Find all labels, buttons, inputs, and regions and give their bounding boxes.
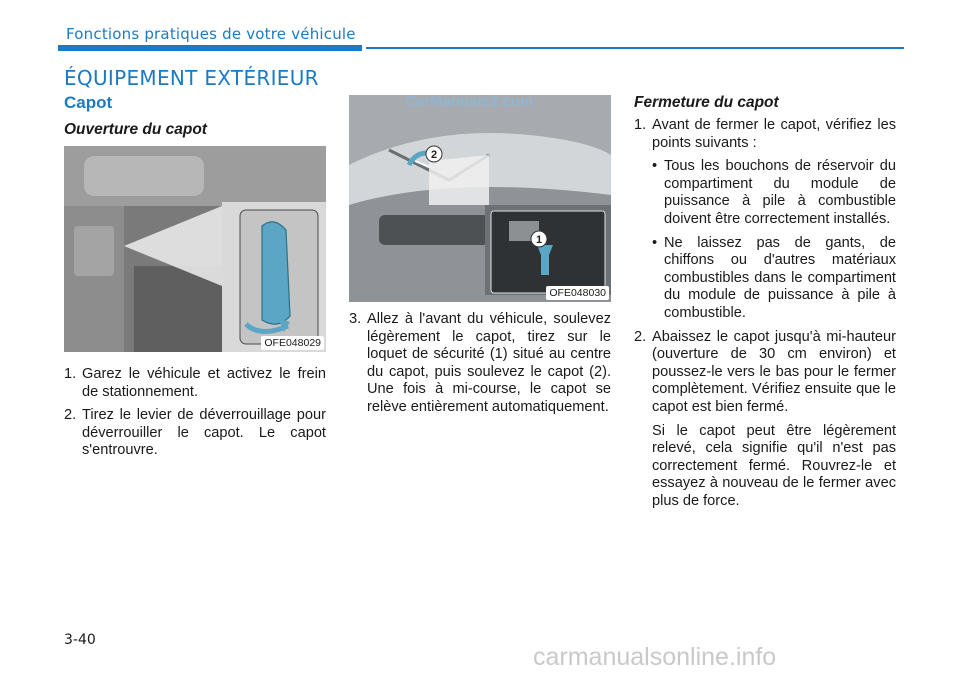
figure-hood-latch — [349, 95, 611, 302]
closing-steps — [634, 117, 896, 516]
closing-note: Si le capot peut être légèrement relevé, cela signifie qu'il n'est pas correctement fermé. Rouvrez-le et essayez à nouveau de le fermer avec plus de force. — [652, 422, 896, 509]
list-item: 2. Tirez le levier de déverrouillage pour déverrouiller le capot. Le capot s'entrouvre. — [64, 407, 326, 459]
figure-code-label: OFE048030 — [546, 286, 609, 300]
hood-release-illustration — [64, 146, 326, 352]
opening-heading: Ouverture du capot — [64, 121, 207, 138]
bullet-item: • Tous les bouchons de réservoir du compartiment du module de puissance à pile à combustible doivent être correctement installés. — [652, 158, 896, 227]
list-item: 2. Abaissez le capot jusqu'à mi-hauteur (ouverture de 30 cm environ) et poussez-le vers le bas pour le fermer complètement. Vérifiez ensuite que le capot est bien fermé. Si le capot peut être légèrement relevé, cela signifie qu'il n'est pas correctement fermé. Rouvrez-le et essayez à nouveau de le fermer avec plus de force. — [634, 328, 896, 509]
watermark-text: CarManuals2.com — [405, 93, 534, 110]
header-rule-thin — [366, 47, 904, 49]
bullet-item: • Ne laissez pas de gants, de chiffons ou d'autres matériaux combustibles dans le compartiment du module de puissance à pile à combustible. — [652, 234, 896, 321]
page-number: 3-40 — [64, 632, 96, 648]
closing-heading: Fermeture du capot — [634, 94, 779, 111]
figure-hood-release-lever — [64, 146, 326, 352]
callout-2-label: 2 — [430, 149, 438, 161]
middle-steps — [349, 311, 611, 423]
header-rule-thick — [58, 45, 362, 51]
site-footer-link[interactable]: carmanualsonline.info — [533, 643, 777, 671]
callout-1-label: 1 — [535, 234, 543, 246]
subsection-title: Capot — [64, 93, 113, 112]
list-item: 1. Avant de fermer le capot, vérifiez les points suivants : — [634, 117, 896, 151]
opening-steps — [64, 366, 326, 466]
header-title: Fonctions pratiques de votre véhicule — [66, 25, 356, 43]
section-title: ÉQUIPEMENT EXTÉRIEUR — [64, 66, 319, 90]
list-item: 1. Garez le véhicule et activez le frein de stationnement. — [64, 366, 326, 400]
list-item: 3. Allez à l'avant du véhicule, soulevez légèrement le capot, tirez sur le loquet de sécurité (1) situé au centre du capot, puis soulevez le capot (2). Une fois à mi-course, le capot se relève entièrement automatiquement. — [349, 311, 611, 415]
hood-latch-illustration — [349, 95, 611, 302]
figure-code-label: OFE048029 — [261, 336, 324, 350]
